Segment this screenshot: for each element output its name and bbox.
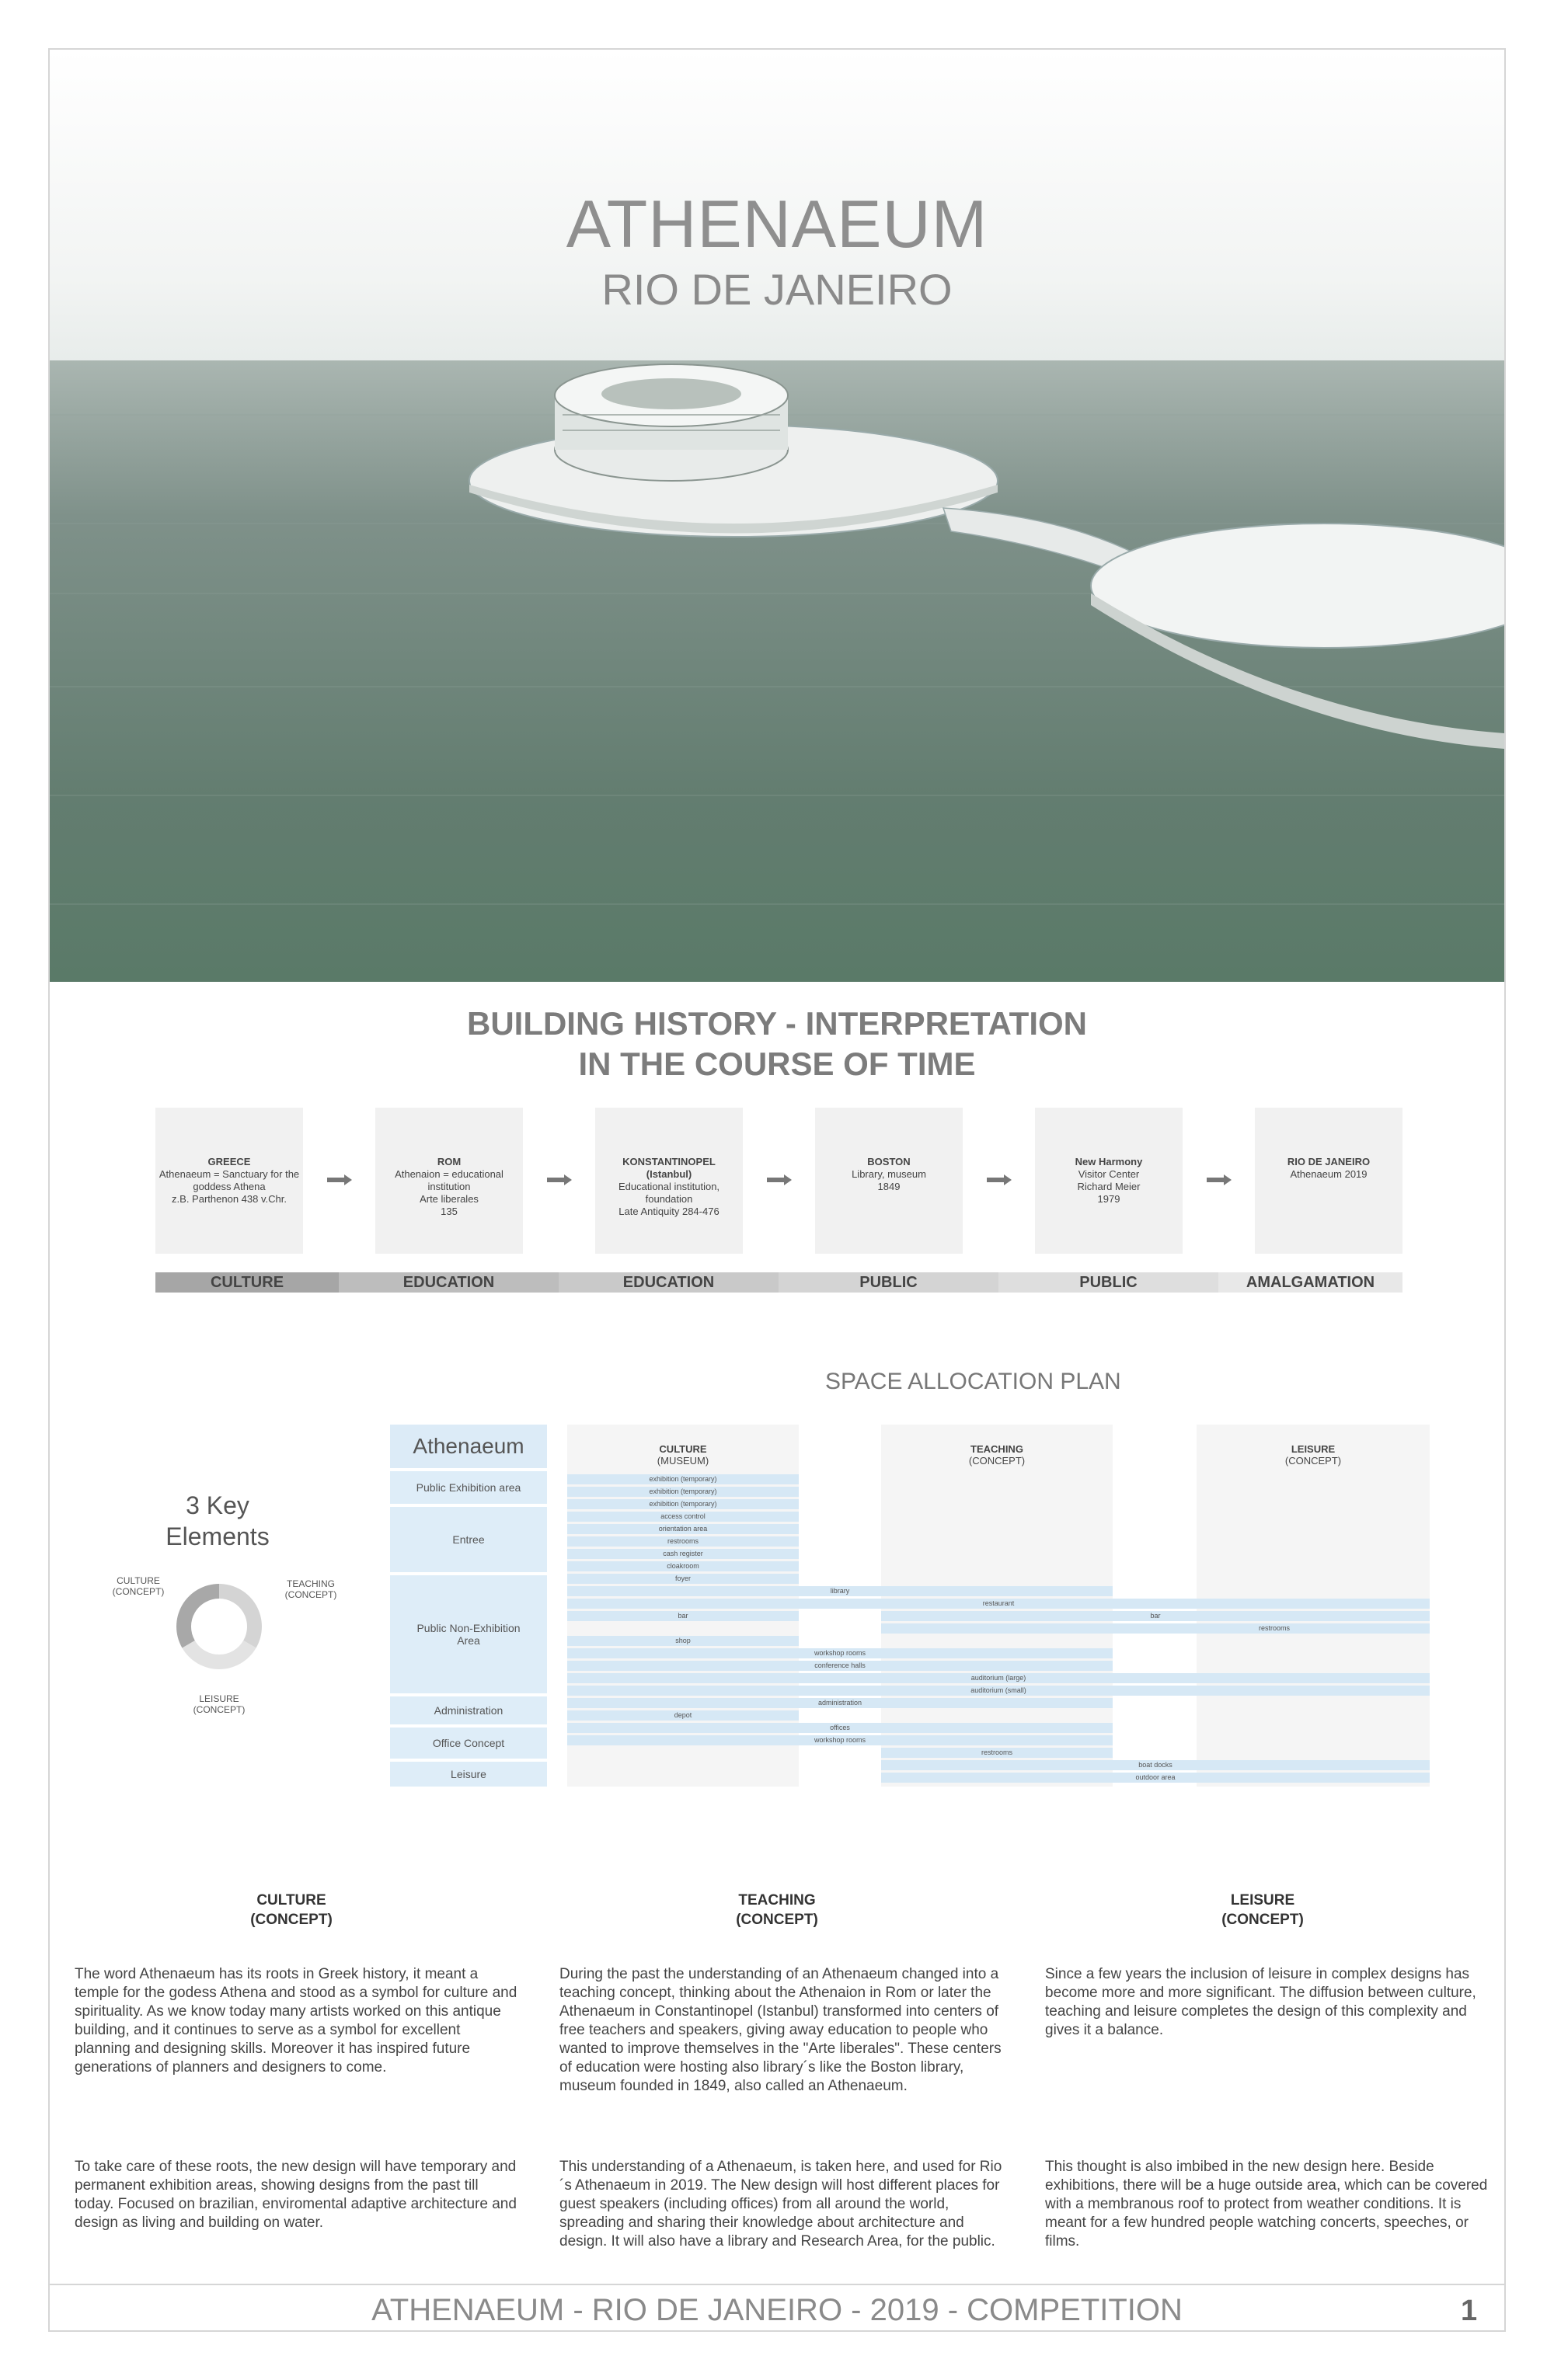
concept-subtitle: (CONCEPT): [1221, 1912, 1304, 1928]
donut-label-text: TEACHING: [286, 1578, 335, 1589]
band-public: PUBLIC: [998, 1272, 1218, 1293]
leisure-paragraph-1: Since a few years the inclusion of leisure in complex designs has become more and more significant. The diffusion between culture, teaching and leisure completes the design of this complexity and gives it a balance.: [1045, 1966, 1476, 2038]
poster-title: ATHENAEUM: [566, 187, 988, 262]
timeline-line: Athenaeum 2019: [1290, 1168, 1368, 1180]
concept-subtitle: (CONCEPT): [250, 1912, 333, 1928]
donut-label-text: (CONCEPT): [284, 1589, 337, 1600]
key-elements-donut: [172, 1580, 266, 1673]
donut-segment-leisure: [182, 1641, 256, 1669]
band-public: PUBLIC: [779, 1272, 998, 1293]
leisure-paragraph-2: This thought is also imbibed in the new design here. Beside exhibitions, there will be a huge outside area, which can be covered with a membranous roof to protect from weather conditions. It is meant for a few hundred people watching concerts, speeches, or films.: [1045, 2159, 1488, 2250]
history-title-line1: BUILDING HISTORY - INTERPRETATION: [466, 1005, 1088, 1042]
arrow-right-icon: [547, 1174, 572, 1185]
allocation-bar: conference halls: [567, 1661, 1113, 1671]
footer-text: ATHENAEUM - RIO DE JANEIRO - 2019 - COMPETITION: [371, 2293, 1183, 2327]
allocation-bar: depot: [567, 1710, 799, 1721]
timeline-line: Visitor Center: [1078, 1168, 1140, 1180]
arrow-right-icon: [767, 1174, 792, 1185]
donut-label-text: (CONCEPT): [112, 1586, 165, 1597]
timeline-title: GREECE: [207, 1156, 251, 1167]
band-culture: CULTURE: [155, 1272, 339, 1293]
column-subtitle: (CONCEPT): [968, 1455, 1026, 1467]
category-public-exhibition: Public Exhibition area: [390, 1471, 547, 1504]
timeline-line: Athenaeum = Sanctuary for the: [159, 1168, 300, 1180]
timeline-item-greece: [155, 1108, 303, 1254]
column-teaching-header: [881, 1443, 1113, 1467]
arrow-right-icon: [987, 1174, 1012, 1185]
category-entree: Entree: [390, 1507, 547, 1572]
allocation-bar: workshop rooms: [567, 1735, 1113, 1745]
column-title: LEISURE: [1291, 1443, 1336, 1455]
category-public-non-exhibition: Public Non-Exhibition Area: [390, 1575, 547, 1693]
history-title-line2: IN THE COURSE OF TIME: [578, 1046, 976, 1082]
allocation-bar: cash register: [567, 1549, 799, 1559]
category-administration: Administration: [390, 1696, 547, 1724]
allocation-bar: boat docks: [881, 1760, 1430, 1770]
key-title-line1: 3 Key: [186, 1491, 249, 1519]
donut-label-text: (CONCEPT): [193, 1704, 246, 1715]
category-leisure: Leisure: [390, 1762, 547, 1787]
concept-title: CULTURE: [256, 1892, 326, 1909]
timeline-title: ROM: [437, 1156, 462, 1167]
column-culture-header: [567, 1443, 799, 1467]
culture-concept-heading: [136, 1891, 447, 1929]
concept-subtitle: (CONCEPT): [736, 1912, 818, 1928]
category-office-concept: Office Concept: [390, 1728, 547, 1759]
allocation-bar: exhibition (temporary): [567, 1474, 799, 1484]
donut-label-leisure: [180, 1693, 258, 1715]
allocation-bar: offices: [567, 1723, 1113, 1733]
allocation-bar: library: [567, 1586, 1113, 1596]
timeline-item-rom: [375, 1108, 523, 1254]
donut-label-text: CULTURE: [117, 1575, 160, 1586]
band-education: EDUCATION: [559, 1272, 779, 1293]
donut-label-culture: [99, 1575, 177, 1597]
timeline-item-boston: [815, 1108, 963, 1254]
timeline-line: Late Antiquity 284-476: [618, 1206, 720, 1217]
donut-label-teaching: [272, 1578, 350, 1600]
allocation-bar: bar: [567, 1611, 799, 1621]
key-title-line2: Elements: [166, 1522, 270, 1550]
allocation-bar: exhibition (temporary): [567, 1487, 799, 1497]
allocation-bar: restrooms: [881, 1623, 1430, 1634]
column-subtitle: (MUSEUM): [657, 1455, 709, 1467]
poster-subtitle: RIO DE JANEIRO: [601, 265, 953, 314]
timeline-line: 135: [441, 1206, 458, 1217]
timeline-line: Arte liberales: [420, 1193, 479, 1205]
allocation-bar: restaurant: [567, 1599, 1430, 1609]
timeline-line: Library, museum: [852, 1168, 926, 1180]
timeline-line: goddess Athena: [193, 1181, 266, 1192]
allocation-bar: workshop rooms: [567, 1648, 1113, 1658]
timeline-title: BOSTON: [867, 1156, 911, 1167]
concept-title: TEACHING: [738, 1892, 816, 1909]
page-number: 1: [1461, 2295, 1478, 2327]
allocation-bar: cloakroom: [567, 1561, 799, 1571]
donut-label-text: LEISURE: [199, 1693, 239, 1704]
allocation-bar: shop: [567, 1636, 799, 1646]
allocation-bar: administration: [567, 1698, 1113, 1708]
concept-title: LEISURE: [1230, 1892, 1295, 1909]
culture-paragraph-2: To take care of these roots, the new design will have temporary and permanent exhibition areas, showing designs from the past till today. Focused on brazilian, enviromental adaptive architecture and design as living and building on water.: [75, 2159, 517, 2231]
allocation-bar: auditorium (small): [567, 1686, 1430, 1696]
column-subtitle: (CONCEPT): [1284, 1455, 1342, 1467]
column-title: TEACHING: [970, 1443, 1023, 1455]
timeline-line: institution: [427, 1181, 471, 1192]
donut-segment-teaching: [219, 1584, 262, 1648]
band-amalgamation: AMALGAMATION: [1218, 1272, 1402, 1293]
arrow-right-icon: [1207, 1174, 1232, 1185]
timeline-item-rio: [1255, 1108, 1402, 1254]
timeline-title: RIO DE JANEIRO: [1287, 1156, 1371, 1167]
allocation-bar: restrooms: [881, 1748, 1113, 1758]
teaching-paragraph-2: This understanding of a Athenaeum, is taken here, and used for Rio´s Athenaeum in 2019. The New design will host different places for guest speakers (including offices) from all around the world, spreading and sharing their knowledge about architecture and design. It will also have a library and Research Area, for the public.: [559, 2159, 1002, 2250]
timeline-line: 1979: [1097, 1193, 1120, 1205]
timeline-line: z.B. Parthenon 438 v.Chr.: [172, 1193, 287, 1205]
timeline-line: 1849: [877, 1181, 901, 1192]
timeline-item-new-harmony: [1035, 1108, 1183, 1254]
teaching-paragraph-1: During the past the understanding of an Athenaeum changed into a teaching concept, thinking about the Athenaion in Rom or later the Athenaeum in Constantinopel (Istanbul) transformed into centers of free teachers and speakers, giving away education to people who wanted to improve themselves in the "Arte liberales". These centers of education were hosting also library´s like the Boston library, museum founded in 1849, also called an Athenaeum.: [559, 1966, 1002, 2094]
arrow-right-icon: [327, 1174, 352, 1185]
timeline-title: New Harmony: [1075, 1156, 1143, 1167]
allocation-bar: exhibition (temporary): [567, 1499, 799, 1509]
space-plan-title: SPACE ALLOCATION PLAN: [825, 1369, 1121, 1394]
allocation-bar: restrooms: [567, 1536, 799, 1547]
categories-head: Athenaeum: [390, 1425, 547, 1468]
allocation-bar: auditorium (large): [567, 1673, 1430, 1683]
timeline-line: foundation: [645, 1193, 693, 1205]
culture-paragraph-1: The word Athenaeum has its roots in Greek history, it meant a temple for the godess Athena and stood as a symbol for culture and spirituality. As we know today many artists worked on this antique building, and it continues to serve as a symbol for excellent planning and designing skills. Moreover it has inspired future generations of planners and designers to come.: [75, 1966, 517, 2076]
teaching-concept-heading: [622, 1891, 932, 1929]
allocation-bar: foyer: [567, 1574, 799, 1584]
timeline-line: Athenaion = educational: [395, 1168, 503, 1180]
leisure-concept-heading: [1107, 1891, 1418, 1929]
allocation-bar: bar: [881, 1611, 1430, 1621]
allocation-bar: outdoor area: [881, 1773, 1430, 1783]
donut-segment-culture: [176, 1584, 219, 1648]
footer-divider: [48, 2284, 1506, 2285]
allocation-bar: access control: [567, 1512, 799, 1522]
column-leisure-header: [1197, 1443, 1430, 1467]
key-elements-title: [140, 1490, 295, 1552]
timeline-title-2: (Istanbul): [646, 1168, 692, 1180]
allocation-bar: orientation area: [567, 1524, 799, 1534]
timeline-line: Richard Meier: [1077, 1181, 1141, 1192]
timeline-title: KONSTANTINOPEL: [622, 1156, 716, 1167]
timeline-item-konstantinopel: [595, 1108, 743, 1254]
history-title: [0, 1004, 1554, 1084]
band-education: EDUCATION: [339, 1272, 559, 1293]
timeline-line: Educational institution,: [618, 1181, 720, 1192]
column-title: CULTURE: [659, 1443, 707, 1455]
